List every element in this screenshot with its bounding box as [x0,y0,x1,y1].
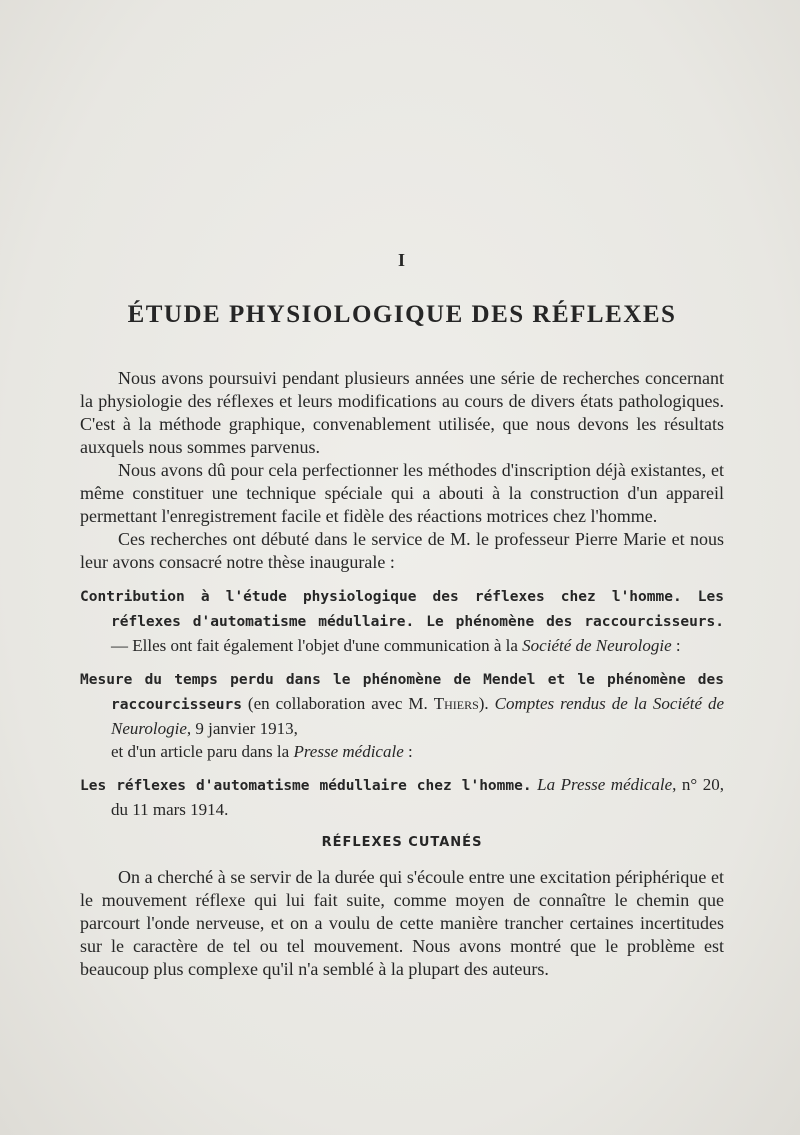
reference-item: Contribution à l'étude physiologique des réflexes chez l'homme. Les réflexes d'automatisme médullaire. Le phénomène des raccourcisseurs. — Elles ont fait également l'objet d'une communication à la Société de Neurologie : [80,589,724,655]
reference-subnote: et d'un article paru dans la Presse médicale : [111,742,413,761]
page-content [80,250,724,981]
reference-journal: Société de Neurologie [522,636,672,655]
chapter-title: ÉTUDE PHYSIOLOGIQUE DES RÉFLEXES [127,301,677,328]
reference-journal: La Presse médicale [537,775,673,794]
reference-item: Les réflexes d'automatisme médullaire chez l'homme. La Presse médicale, n° 20, du 11 mars 1914. [80,775,724,819]
paragraph-intro: Nous avons poursuivi pendant plusieurs années une série de recherches concernant la physiologie des réflexes et leurs modifications au cours de divers états pathologiques. C'est à la méthode graphique, convenablement utilisée, que nous devons les résultats auxquels nous sommes parvenus. [80,368,724,457]
reference-item: Mesure du temps perdu dans le phénomène de Mendel et le phénomène des raccourcisseurs (en collaboration avec M. Thiers). Comptes rendus de la Société de Neurologie, 9 janvier 1913, [80,672,725,738]
chapter-number: I [397,250,406,270]
author-name: Thiers [433,694,479,713]
reference-title: Mesure du temps perdu dans le phénomène de Mendel et le phénomène des raccourcisseurs [80,672,724,713]
reference-journal: Comptes rendus de la Société de Neurologie [111,694,725,738]
reference-title: Contribution à l'étude physiologique des réflexes chez l'homme. Les réflexes d'automatisme médullaire. Le phénomène des raccourcisseurs. [80,589,724,630]
paragraph-cutaneous: On a cherché à se servir de la durée qui s'écoule entre une excitation périphérique et le mouvement réflexe qui lui fait suite, comme moyen de connaître le chemin que parcourt l'onde nerveuse, et on a voulu de cette manière trancher certaines incertitudes sur le caractère de tel ou tel mouvement. Nous avons montré que le problème est beaucoup plus complexe qu'il n'a semblé à la plupart des auteurs. [80,867,724,979]
reference-title: Les réflexes d'automatisme médullaire chez l'homme. [80,778,532,794]
section-heading: RÉFLEXES CUTANÉS [321,835,483,850]
paragraph-methods: Nous avons dû pour cela perfectionner les méthodes d'inscription déjà existantes, et même constituer une technique spéciale qui a abouti à la construction d'un appareil permettant l'enregistrement facile et fidèle des réactions motrices chez l'homme. [80,460,724,526]
paragraph-thesis: Ces recherches ont débuté dans le service de M. le professeur Pierre Marie et nous leur avons consacré notre thèse inaugurale : [80,529,724,572]
